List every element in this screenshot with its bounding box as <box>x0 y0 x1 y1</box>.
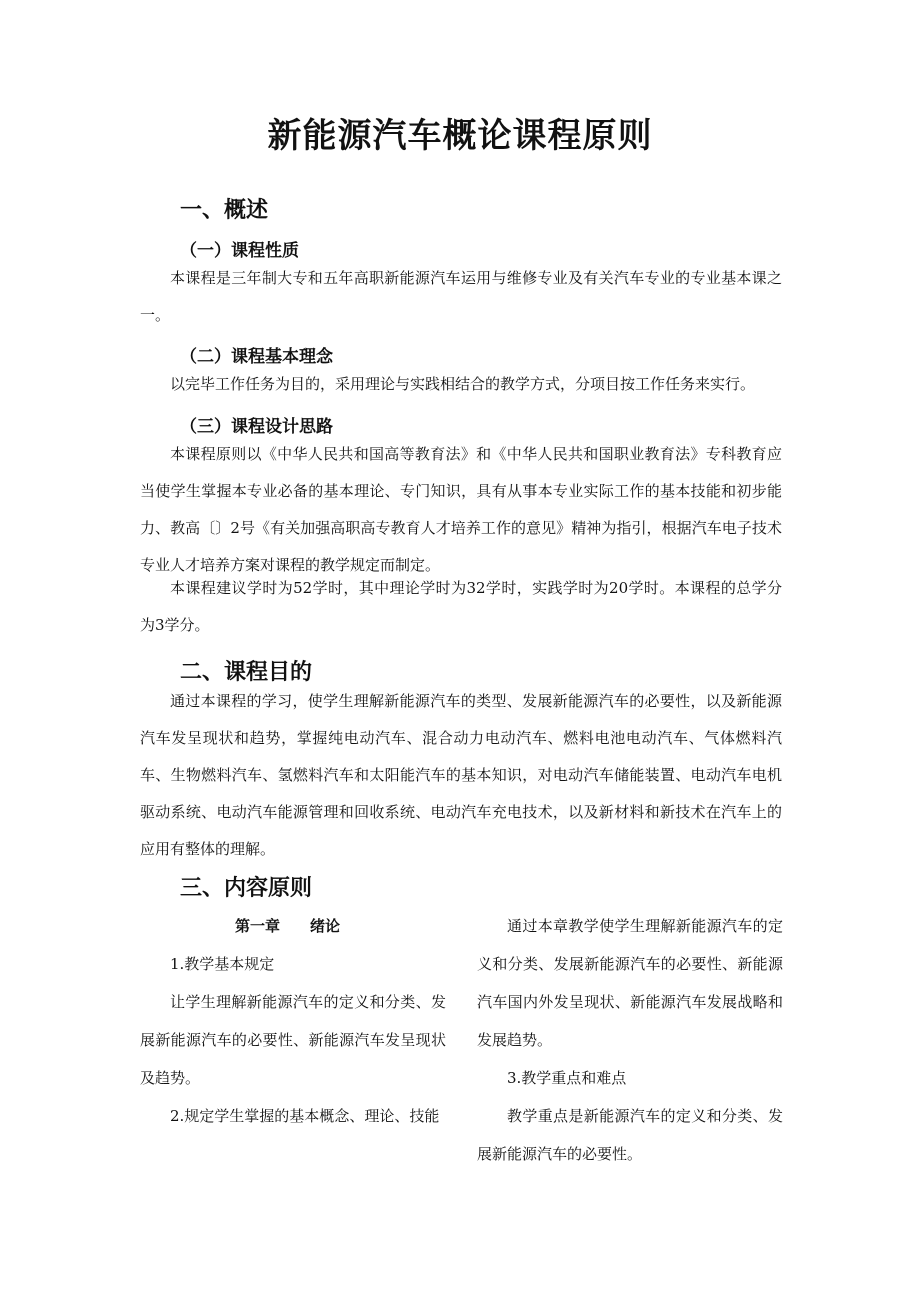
subsection-course-concept-heading: （二）课程基本理念 <box>180 347 333 367</box>
course-nature-text: 本课程是三年制大专和五年高职新能源汽车运用与维修专业及有关汽车专业的专业基本课之一。 <box>140 269 782 324</box>
content-left-column <box>140 907 446 1135</box>
course-goal-text: 通过本课程的学习，使学生理解新能源汽车的类型、发展新能源汽车的必要性，以及新能源汽车发呈现状和趋势，掌握纯电动汽车、混合动力电动汽车、燃料电池电动汽车、气体燃料汽车、生物燃料汽车、氢燃料汽车和太阳能汽车的基本知识，对电动汽车储能装置、电动汽车电机驱动系统、电动汽车能源管理和回收系统、电动汽车充电技术，以及新材料和新技术在汽车上的应用有整体的理解。 <box>140 692 782 858</box>
key-points-text: 教学重点是新能源汽车的定义和分类、发展新能源汽车的必要性。 <box>477 1107 783 1163</box>
course-concept-text: 以完毕工作任务为目的，采用理论与实践相结合的教学方式，分项目按工作任务来实行。 <box>170 375 756 393</box>
teaching-requirement-text: 让学生理解新能源汽车的定义和分类、发展新能源汽车的必要性、新能源汽车发呈现状及趋势。 <box>140 993 446 1087</box>
basic-concepts-heading: 2.规定学生掌握的基本概念、理论、技能 <box>170 1107 440 1125</box>
section-content-heading: 三、内容原则 <box>180 876 313 901</box>
course-design-text: 本课程原则以《中华人民共和国高等教育法》和《中华人民共和国职业教育法》专科教育应当使学生掌握本专业必备的基本理论、专门知识，具有从事本专业实际工作的基本技能和初步能力、教高〔〕2号《有关加强高职高专教育人才培养工作的意见》精神为指引，根据汽车电子技术专业人才培养方案对课程的教学规定而制定。 <box>140 445 782 574</box>
course-hours-text: 本课程建议学时为52学时，其中理论学时为32学时，实践学时为20学时。本课程的总学分为3学分。 <box>140 579 782 634</box>
section-course-goal-heading: 二、课程目的 <box>180 660 313 685</box>
chapter-intro-text: 通过本章教学使学生理解新能源汽车的定义和分类、发展新能源汽车的必要性、新能源汽车国内外发呈现状、新能源汽车发展战略和发展趋势。 <box>477 917 783 1049</box>
section-overview-heading: 一、概述 <box>180 198 269 223</box>
content-right-column <box>477 907 783 1173</box>
document-title: 新能源汽车概论课程原则 <box>267 116 653 156</box>
key-points-heading: 3.教学重点和难点 <box>507 1069 627 1087</box>
subsection-course-design-heading: （三）课程设计思路 <box>180 417 333 437</box>
teaching-requirement-heading: 1.教学基本规定 <box>170 955 275 973</box>
chapter-title: 第一章 绪论 <box>235 917 341 935</box>
subsection-course-nature-heading: （一）课程性质 <box>180 241 299 261</box>
